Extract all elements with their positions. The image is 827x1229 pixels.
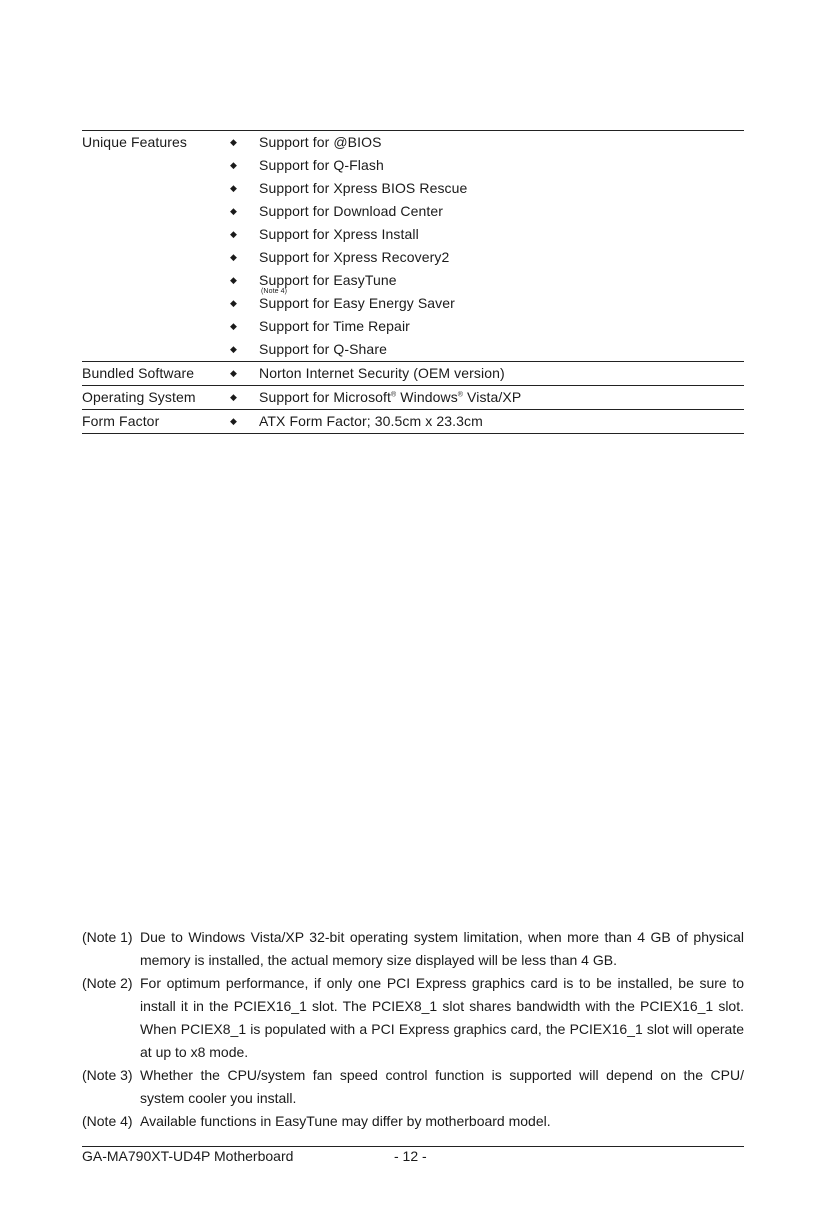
bullet-icon: ◆ (230, 252, 237, 262)
item-text: Support for Q-Flash (259, 157, 384, 173)
item-text (259, 386, 521, 409)
footnote-1 (82, 926, 744, 972)
list-item (228, 269, 744, 295)
spec-items (228, 386, 744, 409)
spec-row-form-factor (82, 409, 744, 433)
spec-items (228, 131, 744, 361)
list-item (228, 386, 744, 409)
bullet-icon: ◆ (230, 229, 237, 239)
item-text: ATX Form Factor; 30.5cm x 23.3cm (259, 413, 483, 429)
item-text-c: Vista/XP (463, 389, 522, 405)
bullet-icon: ◆ (230, 275, 237, 285)
list-item (228, 200, 744, 223)
note-text: Due to Windows Vista/XP 32-bit operating system limitation, when more than 4 GB of physical memory is installed, the actual memory size displayed will be less than 4 GB. (140, 929, 744, 968)
bullet-icon: ◆ (230, 344, 237, 354)
list-item (228, 177, 744, 200)
bullet-icon: ◆ (230, 137, 237, 147)
list-item (228, 315, 744, 338)
item-text: Support for Download Center (259, 203, 444, 219)
registered-mark: ® (457, 391, 464, 399)
item-text: Support for EasyTune (Note 4) (259, 272, 397, 295)
spec-row-bundled-software (82, 361, 744, 385)
bullet-icon: ◆ (230, 206, 237, 216)
item-text: Support for @BIOS (259, 134, 382, 150)
item-text: Support for Time Repair (259, 318, 410, 334)
item-text: Support for Easy Energy Saver (259, 295, 455, 311)
bullet-icon: ◆ (230, 160, 237, 170)
list-item (228, 410, 744, 433)
bullet-icon: ◆ (230, 368, 237, 378)
spec-row-unique-features (82, 131, 744, 361)
spec-label: Operating System (82, 389, 196, 405)
list-item (228, 292, 744, 315)
bullet-icon: ◆ (230, 321, 237, 331)
item-text-main: Support for EasyTune (259, 272, 397, 288)
footnotes (82, 926, 744, 1133)
spec-items (228, 362, 744, 385)
note-text: For optimum performance, if only one PCI Express graphics card is to be installed, be sure to install it in the PCIEX16_1 slot. The PCIEX8_1 slot shares bandwidth with the PCIEX16_1 slot. When PCIEX8_1 is populated with a PCI Express graphics card, the PCIEX16_1 slot will operate at up to x8 mode. (140, 975, 744, 1060)
list-item (228, 223, 744, 246)
item-text: Support for Xpress BIOS Rescue (259, 180, 468, 196)
spec-table (82, 130, 744, 434)
bullet-icon: ◆ (230, 183, 237, 193)
bullet-icon: ◆ (230, 298, 237, 308)
footer-model: GA-MA790XT-UD4P Motherboard (82, 1148, 294, 1164)
note-text: Whether the CPU/system fan speed control function is supported will depend on the CPU/ system cooler you install. (140, 1067, 744, 1106)
note-label: (Note 4) (82, 1113, 133, 1129)
list-item (228, 338, 744, 361)
item-text: Norton Internet Security (OEM version) (259, 365, 505, 381)
spec-label: Bundled Software (82, 365, 195, 381)
spec-label: Form Factor (82, 413, 160, 429)
list-item (228, 362, 744, 385)
footnote-3 (82, 1064, 744, 1110)
item-text-a: Support for Microsoft (259, 389, 392, 405)
spec-label: Unique Features (82, 134, 188, 150)
note-label: (Note 3) (82, 1067, 133, 1083)
list-item (228, 246, 744, 269)
item-text: Support for Xpress Recovery2 (259, 249, 450, 265)
item-text-b: Windows (396, 389, 458, 405)
list-item (228, 154, 744, 177)
note-text: Available functions in EasyTune may differ by motherboard model. (140, 1113, 551, 1129)
item-text: Support for Xpress Install (259, 226, 419, 242)
list-item (228, 131, 744, 154)
item-text: Support for Q-Share (259, 341, 387, 357)
footnote-2 (82, 972, 744, 1064)
page-number: - 12 - (394, 1148, 427, 1164)
footnote-4 (82, 1110, 744, 1133)
spec-items (228, 410, 744, 433)
note-label: (Note 2) (82, 975, 133, 991)
bullet-icon: ◆ (230, 392, 237, 402)
note-label: (Note 1) (82, 929, 133, 945)
registered-mark: ® (391, 391, 397, 399)
bullet-icon: ◆ (230, 416, 237, 426)
spec-row-operating-system (82, 385, 744, 409)
